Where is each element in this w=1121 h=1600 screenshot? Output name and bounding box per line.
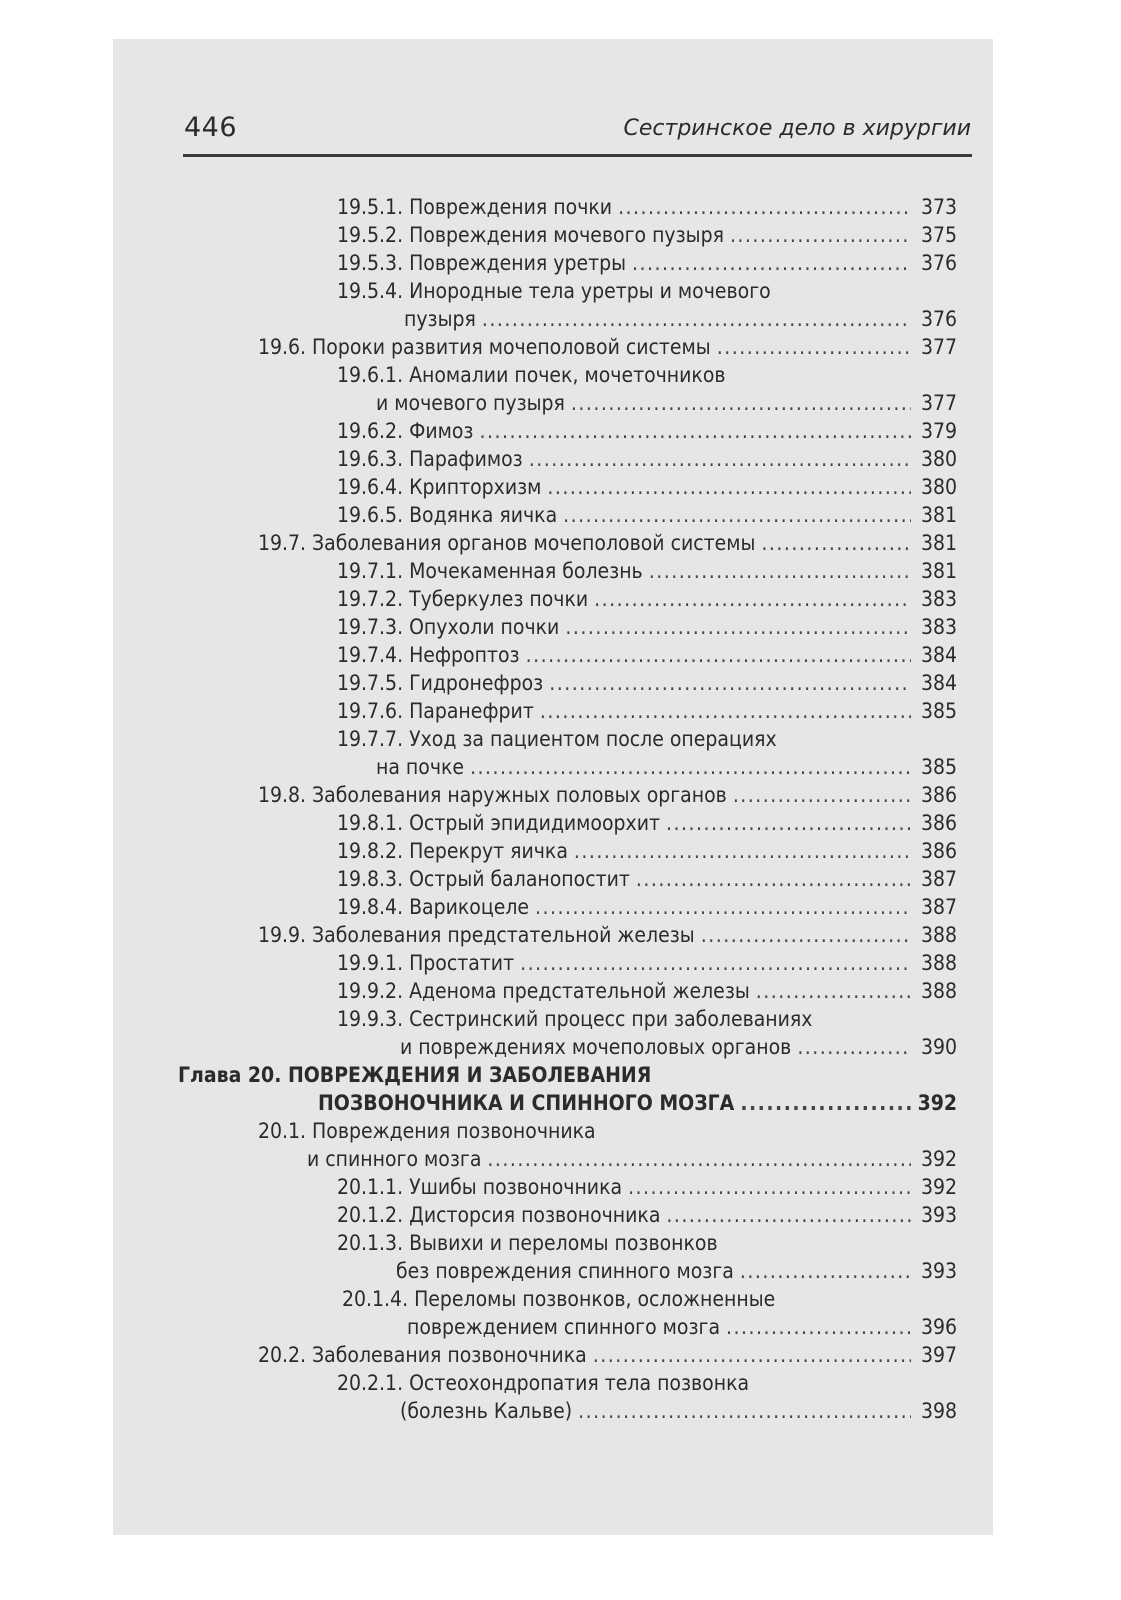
toc-entry-title: 19.5.1. Повреждения почки [337,195,613,219]
toc-entry [376,389,957,417]
toc-leader-dots [618,193,911,221]
toc-entry-title: 19.7.4. Нефроптоз [337,643,520,667]
toc-entry [337,837,957,865]
toc-entry-title: пузыря [404,307,476,331]
toc-heading-line: 20.1.3. Вывихи и переломы позвонков [337,1231,718,1255]
toc-leader-dots [628,1173,911,1201]
toc-leader-dots [563,501,911,529]
toc-leader-dots [578,1397,911,1425]
toc-entry-page: 381 [920,559,957,583]
toc-entry-title: и повреждениях мочеполовых органов [400,1035,792,1059]
toc-entry-page: 393 [920,1203,957,1227]
toc-entry [396,1257,957,1285]
toc-entry-title: 20.1.2. Дисторсия позвоночника [337,1203,661,1227]
toc-entry-title: 19.9.2. Аденома предстательной железы [337,979,750,1003]
toc-entry-title: 19.9.1. Простатит [337,951,515,975]
toc-leader-dots [574,837,911,865]
toc-entry-page: 390 [920,1035,957,1059]
toc-entry [337,977,957,1005]
toc-leader-dots [730,221,911,249]
toc-leader-dots [740,1089,911,1117]
toc-leader-dots [520,949,911,977]
toc-entry-page: 376 [920,251,957,275]
toc-entry-page: 392 [917,1091,957,1115]
running-title: Сестринское дело в хирургии [623,116,971,141]
toc-entry-title: 19.6. Пороки развития мочеполовой системы [258,335,711,359]
toc-entry-page: 393 [920,1259,957,1283]
toc-entry [258,1341,957,1369]
toc-entry [407,1313,957,1341]
toc-leader-dots [526,641,911,669]
toc-entry-page: 376 [920,307,957,331]
toc-heading-line: Глава 20. ПОВРЕЖДЕНИЯ И ЗАБОЛЕВАНИЯ [178,1063,652,1087]
toc-entry-page: 386 [920,783,957,807]
toc-entry [337,193,957,221]
toc-entry-title: и спинного мозга [307,1147,482,1171]
toc-entry-page: 383 [920,587,957,611]
toc-entry-title: 19.8.3. Острый баланопостит [337,867,630,891]
toc-heading-line: 20.2.1. Остеохондропатия тела позвонка [337,1371,750,1395]
toc-leader-dots [470,753,911,781]
toc-entry-page: 386 [920,839,957,863]
toc-entry-page: 387 [920,895,957,919]
toc-entry-title: 19.9. Заболевания предстательной железы [258,923,695,947]
toc-leader-dots [733,781,911,809]
toc-entry [337,557,957,585]
toc-leader-dots [740,1257,911,1285]
toc-entry-title: 19.5.3. Повреждения уретры [337,251,627,275]
toc-entry-page: 379 [920,419,957,443]
toc-entry-page: 380 [920,475,957,499]
toc-entry [376,753,957,781]
toc-leader-dots [529,445,911,473]
toc-heading-line: 20.1. Повреждения позвоночника [258,1119,596,1143]
toc-leader-dots [535,893,911,921]
toc-entry-title: ПОЗВОНОЧНИКА И СПИННОГО МОЗГА [318,1091,735,1115]
toc-entry [337,473,957,501]
toc-entry [337,949,957,977]
toc-leader-dots [756,977,911,1005]
toc-entry-title: 20.2. Заболевания позвоночника [258,1343,587,1367]
toc-entry-page: 384 [920,671,957,695]
toc-leader-dots [726,1313,911,1341]
toc-heading-line: 20.1.4. Переломы позвонков, осложненные [342,1287,776,1311]
toc-entry-page: 386 [920,811,957,835]
toc-entry [400,1033,957,1061]
toc-entry-page: 385 [920,755,957,779]
toc-entry [404,305,957,333]
toc-entry [258,921,957,949]
toc-leader-dots [632,249,911,277]
toc-entry-title: 20.1.1. Ушибы позвоночника [337,1175,623,1199]
toc-heading-line: 19.7.7. Уход за пациентом после операциях [337,727,777,751]
toc-entry [337,417,957,445]
toc-leader-dots [482,305,911,333]
toc-entry-title: повреждением спинного мозга [407,1315,721,1339]
toc-leader-dots [701,921,911,949]
toc-entry-page: 397 [920,1343,957,1367]
header-rule [183,154,972,157]
toc-entry [307,1145,957,1173]
toc-entry-title: 19.7.1. Мочекаменная болезнь [337,559,643,583]
toc-leader-dots [547,473,911,501]
toc-entry-page: 388 [920,923,957,947]
toc-entry-page: 385 [920,699,957,723]
toc-entry-title: на почке [376,755,465,779]
toc-entry [258,333,957,361]
toc-entry-title: 19.7.6. Паранефрит [337,699,534,723]
toc-leader-dots [565,613,911,641]
toc-entry [337,501,957,529]
toc-heading-line: 19.5.4. Инородные тела уретры и мочевого [337,279,771,303]
toc-entry [400,1397,957,1425]
toc-leader-dots [761,529,911,557]
toc-entry-page: 387 [920,867,957,891]
toc-entry-page: 392 [920,1147,957,1171]
toc-entry-title: (болезнь Кальве) [400,1399,573,1423]
toc-entry [337,1173,957,1201]
toc-entry-title: 19.8.4. Варикоцеле [337,895,530,919]
toc-heading-line: 19.6.1. Аномалии почек, мочеточников [337,363,726,387]
toc-entry-page: 375 [920,223,957,247]
toc-entry-title: 19.5.2. Повреждения мочевого пузыря [337,223,724,247]
toc-leader-dots [540,697,911,725]
toc-entry-title: 19.8.1. Острый эпидидимоорхит [337,811,660,835]
toc-entry [337,1201,957,1229]
toc-leader-dots [593,1341,911,1369]
toc-entry-page: 380 [920,447,957,471]
toc-leader-dots [571,389,911,417]
toc-entry-page: 398 [920,1399,957,1423]
toc-entry [337,221,957,249]
toc-leader-dots [594,585,911,613]
toc-entry-page: 383 [920,615,957,639]
toc-heading-line: 19.9.3. Сестринский процесс при заболеваниях [337,1007,813,1031]
toc-entry-title: 19.7.3. Опухоли почки [337,615,560,639]
toc-leader-dots [649,557,911,585]
toc-entry [337,585,957,613]
toc-entry-page: 381 [920,531,957,555]
toc-entry-title: 19.6.3. Парафимоз [337,447,523,471]
toc-entry [337,697,957,725]
toc-entry-title: 19.6.4. Крипторхизм [337,475,542,499]
toc-entry-title: 19.8.2. Перекрут яичка [337,839,568,863]
toc-leader-dots [797,1033,911,1061]
toc-entry-page: 388 [920,951,957,975]
toc-leader-dots [549,669,911,697]
toc-entry-title: без повреждения спинного мозга [396,1259,734,1283]
toc-entry [337,249,957,277]
toc-entry-title: и мочевого пузыря [376,391,565,415]
toc-entry-title: 19.7.5. Гидронефроз [337,671,544,695]
toc-leader-dots [666,809,911,837]
toc-entry [337,865,957,893]
toc-leader-dots [636,865,911,893]
toc-entry-title: 19.7. Заболевания органов мочеполовой системы [258,531,756,555]
toc-entry-title: 19.6.2. Фимоз [337,419,474,443]
toc-leader-dots [487,1145,911,1173]
toc-entry [318,1089,957,1117]
toc-entry-page: 392 [920,1175,957,1199]
toc-entry-page: 388 [920,979,957,1003]
toc-entry-page: 377 [920,335,957,359]
toc-entry [337,893,957,921]
toc-leader-dots [666,1201,911,1229]
toc-entry [258,529,957,557]
toc-entry [258,781,957,809]
toc-entry-page: 373 [920,195,957,219]
toc-entry [337,809,957,837]
toc-entry-title: 19.8. Заболевания наружных половых органов [258,783,727,807]
toc-entry-page: 384 [920,643,957,667]
toc-entry [337,641,957,669]
toc-entry [337,669,957,697]
toc-entry-title: 19.7.2. Туберкулез почки [337,587,589,611]
toc-entry-page: 381 [920,503,957,527]
toc-entry [337,613,957,641]
toc-entry-page: 377 [920,391,957,415]
page-number: 446 [184,112,238,143]
toc-leader-dots [479,417,911,445]
toc-entry [337,445,957,473]
toc-entry-title: 19.6.5. Водянка яичка [337,503,558,527]
toc-entry-page: 396 [920,1315,957,1339]
toc-leader-dots [717,333,911,361]
